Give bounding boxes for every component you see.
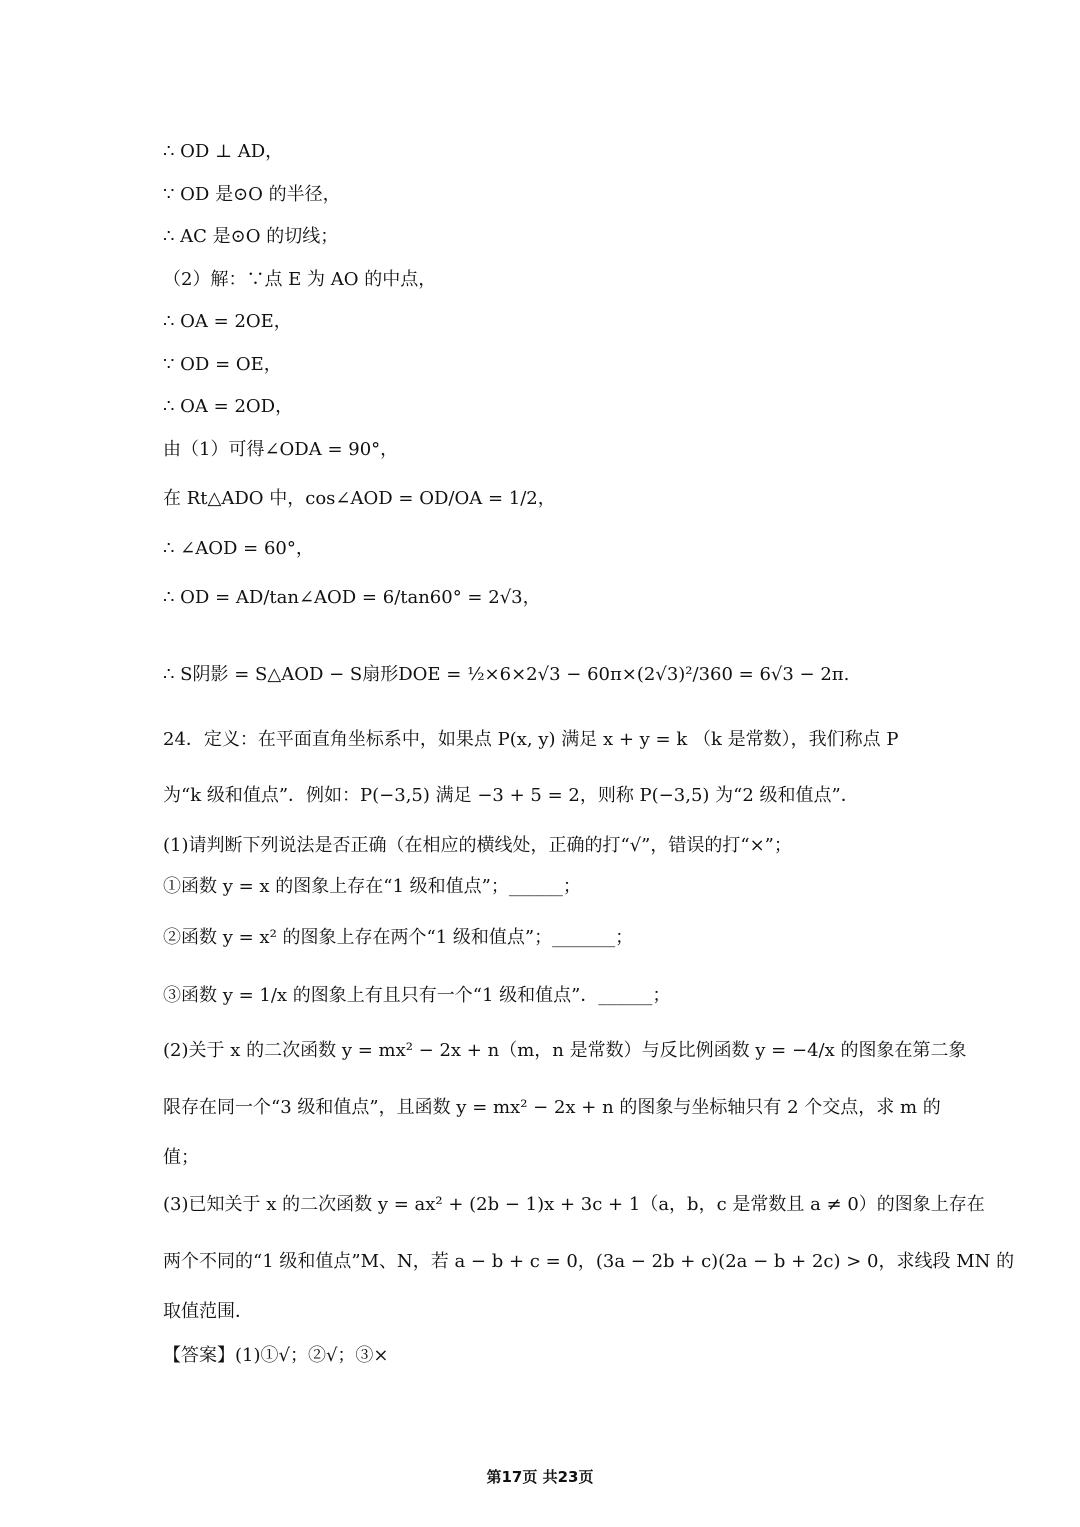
text-line: 由（1）可得∠ODA = 90°，: [163, 439, 399, 460]
question-24-stem: 24．定义：在平面直角坐标系中，如果点 P(x, y) 满足 x + y = k （k 是常数），我们称点 P: [163, 729, 899, 750]
text-line: ③函数 y = 1/x 的图象上有且只有一个“1 级和值点”．______；: [163, 985, 671, 1006]
text-line: ∴ OD = AD/tan∠AOD = 6/tan60° = 2√3，: [163, 587, 541, 608]
text-line: 取值范围．: [163, 1301, 253, 1322]
text-line: 为“k 级和值点”．例如：P(−3,5) 满足 −3 + 5 = 2，则称 P(−3,5) 为“2 级和值点”．: [163, 785, 859, 806]
text-line: ∴ OA = 2OD，: [163, 396, 294, 417]
text-line: ②函数 y = x² 的图象上存在两个“1 级和值点”；_______；: [163, 927, 634, 948]
text-line: ∵ OD 是⊙O 的半径，: [163, 184, 341, 205]
page-number: 第17页 共23页: [486, 1468, 594, 1486]
text-line: (1)请判断下列说法是否正确（在相应的横线处，正确的打“√”，错误的打“×”；: [163, 835, 792, 856]
text-line: 值；: [163, 1147, 199, 1168]
text-line: (3)已知关于 x 的二次函数 y = ax² + (2b − 1)x + 3c + 1（a，b，c 是常数且 a ≠ 0）的图象上存在: [163, 1194, 985, 1215]
text-line: ①函数 y = x 的图象上存在“1 级和值点”；______；: [163, 876, 581, 897]
text-line: ∴ AC 是⊙O 的切线；: [163, 226, 339, 247]
text-line: 在 Rt△ADO 中，cos∠AOD = OD/OA = 1/2，: [163, 488, 556, 509]
text-line: ∵ OD = OE，: [163, 354, 282, 375]
text-line: （2）解：∵点 E 为 AO 的中点，: [163, 269, 437, 290]
text-line: (2)关于 x 的二次函数 y = mx² − 2x + n（m，n 是常数）与反比例函数 y = −4/x 的图象在第二象: [163, 1040, 967, 1061]
text-line: ∴ ∠AOD = 60°，: [163, 538, 314, 559]
text-line: 限存在同一个“3 级和值点”，且函数 y = mx² − 2x + n 的图象与坐标轴只有 2 个交点，求 m 的: [163, 1097, 941, 1118]
answer-line: 【答案】(1)①√；②√；③×: [163, 1345, 389, 1366]
text-line: ∴ S阴影 = S△AOD − S扇形DOE = ½×6×2√3 − 60π×(2√3)²/360 = 6√3 − 2π.: [163, 664, 850, 685]
text-line: ∴ OD ⊥ AD，: [163, 141, 284, 162]
text-line: 两个不同的“1 级和值点”M、N，若 a − b + c = 0，(3a − 2b + c)(2a − b + 2c) > 0，求线段 MN 的: [163, 1251, 1015, 1272]
text-line: ∴ OA = 2OE，: [163, 311, 292, 332]
